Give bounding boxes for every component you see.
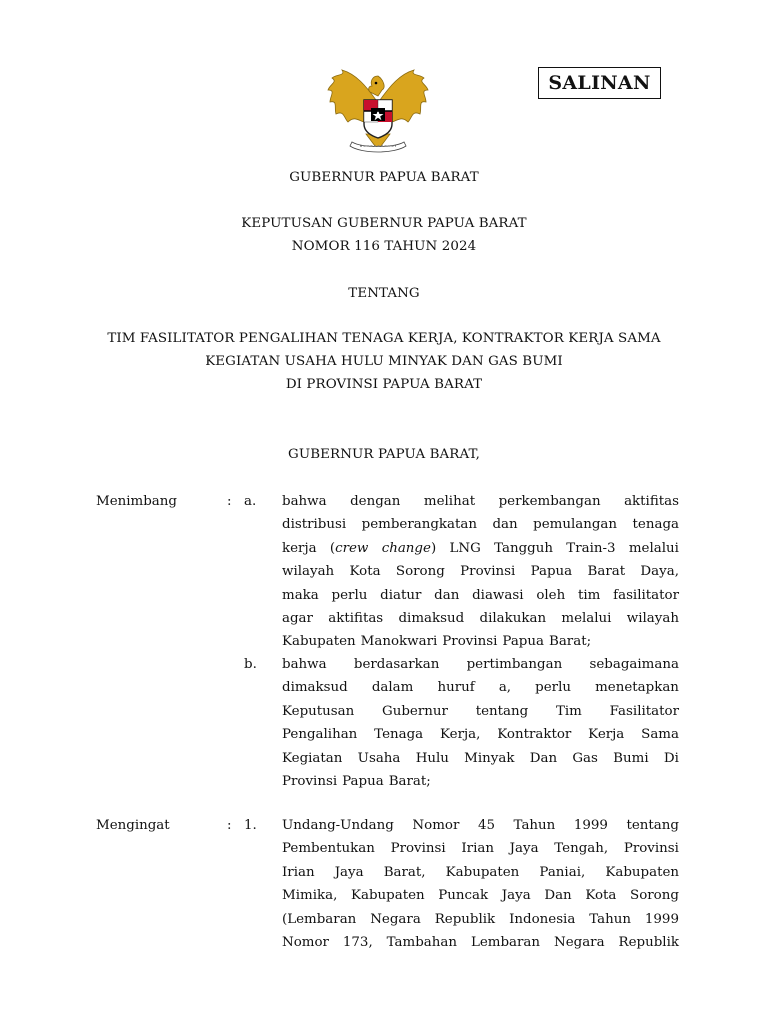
word: 1999 [644,911,679,927]
text-line [282,837,679,860]
word: Provinsi [460,564,516,580]
menimbang-item-a [282,490,679,654]
word: Papua [502,634,544,650]
word: agar [282,610,313,626]
word: Kota [585,888,617,904]
word: Provinsi [623,841,679,857]
text-line [282,723,679,746]
word: Kerja, [440,727,481,743]
text-line [282,513,679,536]
word: (Lembaran [282,911,357,927]
mengingat-item-1 [282,814,679,954]
word: tim [577,587,601,603]
text-line [282,770,679,793]
word: dimaksud [282,680,348,696]
word: pertimbangan [466,657,563,672]
word: Manokwari [360,634,438,650]
word: Bumi [613,750,649,766]
word: Kota [349,564,381,580]
word: Tahun [589,911,631,927]
word: change) [381,540,437,556]
word: Republik [434,911,496,927]
word: Jaya [509,841,539,857]
word: 173, [342,934,373,950]
word: Tim [555,703,582,719]
word: Gas [572,750,598,766]
word: menetapkan [595,680,679,696]
word: Provinsi [282,773,338,789]
word: Barat; [388,773,431,789]
word: 45 [477,818,495,833]
mengingat-item-marker: 1. [244,818,257,833]
word: dan [492,517,518,533]
word: Gubernur [382,703,448,719]
word: wilayah [626,610,679,626]
word: melalui [561,610,612,626]
text-line [282,490,679,513]
garuda-emblem-icon [326,66,430,158]
menimbang-colon: : [227,494,232,509]
word: tentang [475,703,529,719]
word: Indonesia [509,911,576,927]
decree-title: KEPUTUSAN GUBERNUR PAPUA BARAT [241,216,527,231]
word: dan [434,587,460,603]
word: wilayah [282,564,335,580]
word: Tambahan [386,934,458,950]
word: diawasi [472,587,524,603]
subject-line-2: KEGIATAN USAHA HULU MINYAK DAN GAS BUMI [205,354,563,369]
word: huruf [437,680,475,696]
word: Tengah, [554,841,609,857]
word: Pembentukan [282,841,375,857]
word: melalui [628,540,679,556]
word: Dan [529,750,558,766]
word: Papua [530,564,573,580]
text-line [282,537,679,560]
issuer-title: GUBERNUR PAPUA BARAT [289,170,479,185]
word: Hulu [415,750,449,766]
word: pemulangan [533,517,618,533]
word: Irian [282,864,315,880]
word: Provinsi [390,841,446,857]
word: Daya, [640,564,679,580]
text-line [282,584,679,607]
word: Di [663,750,679,766]
word: Tahun [513,818,556,833]
mengingat-colon: : [227,818,232,833]
text-line [282,884,679,907]
word: dilakukan [479,610,547,626]
word: 1999 [573,818,608,833]
word: perlu [331,587,368,603]
word: distribusi [282,517,347,533]
word: a, [498,680,512,696]
word: Train-3 [566,540,616,556]
text-line [282,861,679,884]
word: Keputusan [282,703,355,719]
text-line [282,607,679,630]
word: pemberangkatan [361,517,477,533]
text-line [282,814,679,837]
word: Barat [587,564,626,580]
word: Papua [342,773,384,789]
word: Barat; [548,634,592,650]
word: Barat, [383,864,426,880]
word: dimaksud [398,610,465,626]
word: perlu [535,680,571,696]
text-line [282,653,679,676]
text-line [282,908,679,931]
word: Dan [544,888,572,904]
word: Mimika, [282,888,338,904]
menimbang-item-marker: a. [244,494,257,509]
word: Kegiatan [282,750,343,766]
text-line [282,931,679,954]
word: Provinsi [442,634,498,650]
word: Tangguh [494,540,553,556]
word: bahwa [282,657,327,672]
word: diatur [380,587,422,603]
word: Puncak [438,888,489,904]
word: Kabupaten [350,888,425,904]
about-heading: TENTANG [348,286,420,301]
word: Republik [618,934,679,950]
word: LNG [449,540,481,556]
salutation: GUBERNUR PAPUA BARAT, [288,447,480,462]
word: Irian [461,841,494,857]
word: aktifitas [328,610,384,626]
word: Usaha [357,750,401,766]
word: Paniai, [539,864,586,880]
text-line [282,676,679,699]
word: kerja [282,540,317,556]
word: (crew [329,540,369,556]
word: Fasilitator [609,703,679,719]
word: Lembaran [470,934,541,950]
word: aktifitas [624,494,679,509]
word: Tenaga [374,727,424,743]
word: Nomor [282,934,329,950]
word: Sorong [395,564,445,580]
word: oleh [536,587,566,603]
text-line [282,560,679,583]
text-line [282,747,679,770]
word: dengan [350,494,401,509]
text-line [282,630,679,653]
word: Kontraktor [497,727,572,743]
word: Negara [553,934,605,950]
word: berdasarkan [353,657,440,672]
word: maka [282,587,319,603]
word: Negara [370,911,421,927]
word: melihat [423,494,476,509]
word: dalam [371,680,414,696]
word: Undang-Undang [282,818,394,833]
word: Kabupaten [282,634,356,650]
word: tentang [626,818,679,833]
decree-number: NOMOR 116 TAHUN 2024 [291,239,477,254]
menimbang-item-marker: b. [244,657,257,672]
salinan-stamp: SALINAN [538,67,661,99]
word: Pengalihan [282,727,358,743]
word: Jaya [334,864,364,880]
word: Sorong [630,888,679,904]
word: tenaga [632,517,679,533]
word: sebagaimana [589,657,679,672]
text-line [282,700,679,723]
word: Minyak [464,750,515,766]
word: Sama [641,727,679,743]
word: Kerja [588,727,625,743]
menimbang-item-b [282,653,679,793]
word: bahwa [282,494,327,509]
word: perkembangan [498,494,601,509]
subject-line-1: TIM FASILITATOR PENGALIHAN TENAGA KERJA, KONTRAKTOR KERJA SAMA [107,331,661,346]
menimbang-label: Menimbang [96,494,177,509]
word: Nomor [412,818,460,833]
word: Kabupaten [445,864,520,880]
word: fasilitator [613,587,679,603]
word: Kabupaten [605,864,679,880]
mengingat-label: Mengingat [96,818,170,833]
subject-line-3: DI PROVINSI PAPUA BARAT [285,377,483,392]
word: Jaya [501,888,531,904]
